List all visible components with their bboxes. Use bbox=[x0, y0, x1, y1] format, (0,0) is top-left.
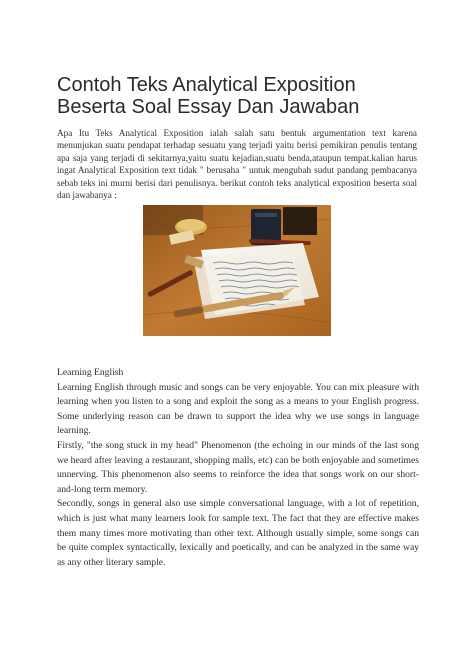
section-heading: Learning English bbox=[57, 367, 124, 378]
article-body bbox=[57, 366, 419, 570]
writing-desk-photo bbox=[143, 205, 331, 336]
body-paragraph-1: Learning English through music and songs can be very enjoyable. You can mix pleasure with learning when you listen to a song and exploit the song as a means to your English progress. Some underlying reason can be drawn to support the idea why we use songs in language learning. bbox=[57, 381, 419, 437]
title-line-1: Contoh Teks Analytical Exposition bbox=[57, 74, 356, 96]
title-line-2: Beserta Soal Essay Dan Jawaban bbox=[57, 96, 360, 118]
body-paragraph-2: Firstly, "the song stuck in my head" Phenomenon (the echoing in our minds of the last song we heard after leaving a restaurant, shopping malls, etc) can be both enjoyable and sometimes unnerving. This phenomenon also seems to reinforce the idea that songs work on our short- and-long term memory. bbox=[57, 439, 419, 495]
document-title bbox=[57, 74, 437, 118]
intro-paragraph: Apa Itu Teks Analytical Exposition ialah salah satu bentuk argumentation text karena menunjukan suatu pendapat terhadap sesuatu yang terjadi yaitu berisi pemikiran penulis tentang apa saja yang terjadi di sekitarnya,yaitu suatu kejadian,suatu benda,ataupun tempat.kalian harus ingat Analytical Exposition text tidak " berusaha " untuk mengubah sudut pandang pembacanya sebab teks ini murni berisi dari penulisnya. berikut contoh teks analytical exposition beserta soal dan jawabanya : bbox=[57, 128, 417, 201]
body-paragraph-3: Secondly, songs in general also use simple conversational language, with a lot of repetition, which is just what many learners look for sample text. The fact that they are effective makes them many times more motivating than other text. Although usually simple, some songs can be quite complex syntactically, lexically and poetically, and can be analyzed in the same way as any other literary sample. bbox=[57, 498, 419, 568]
